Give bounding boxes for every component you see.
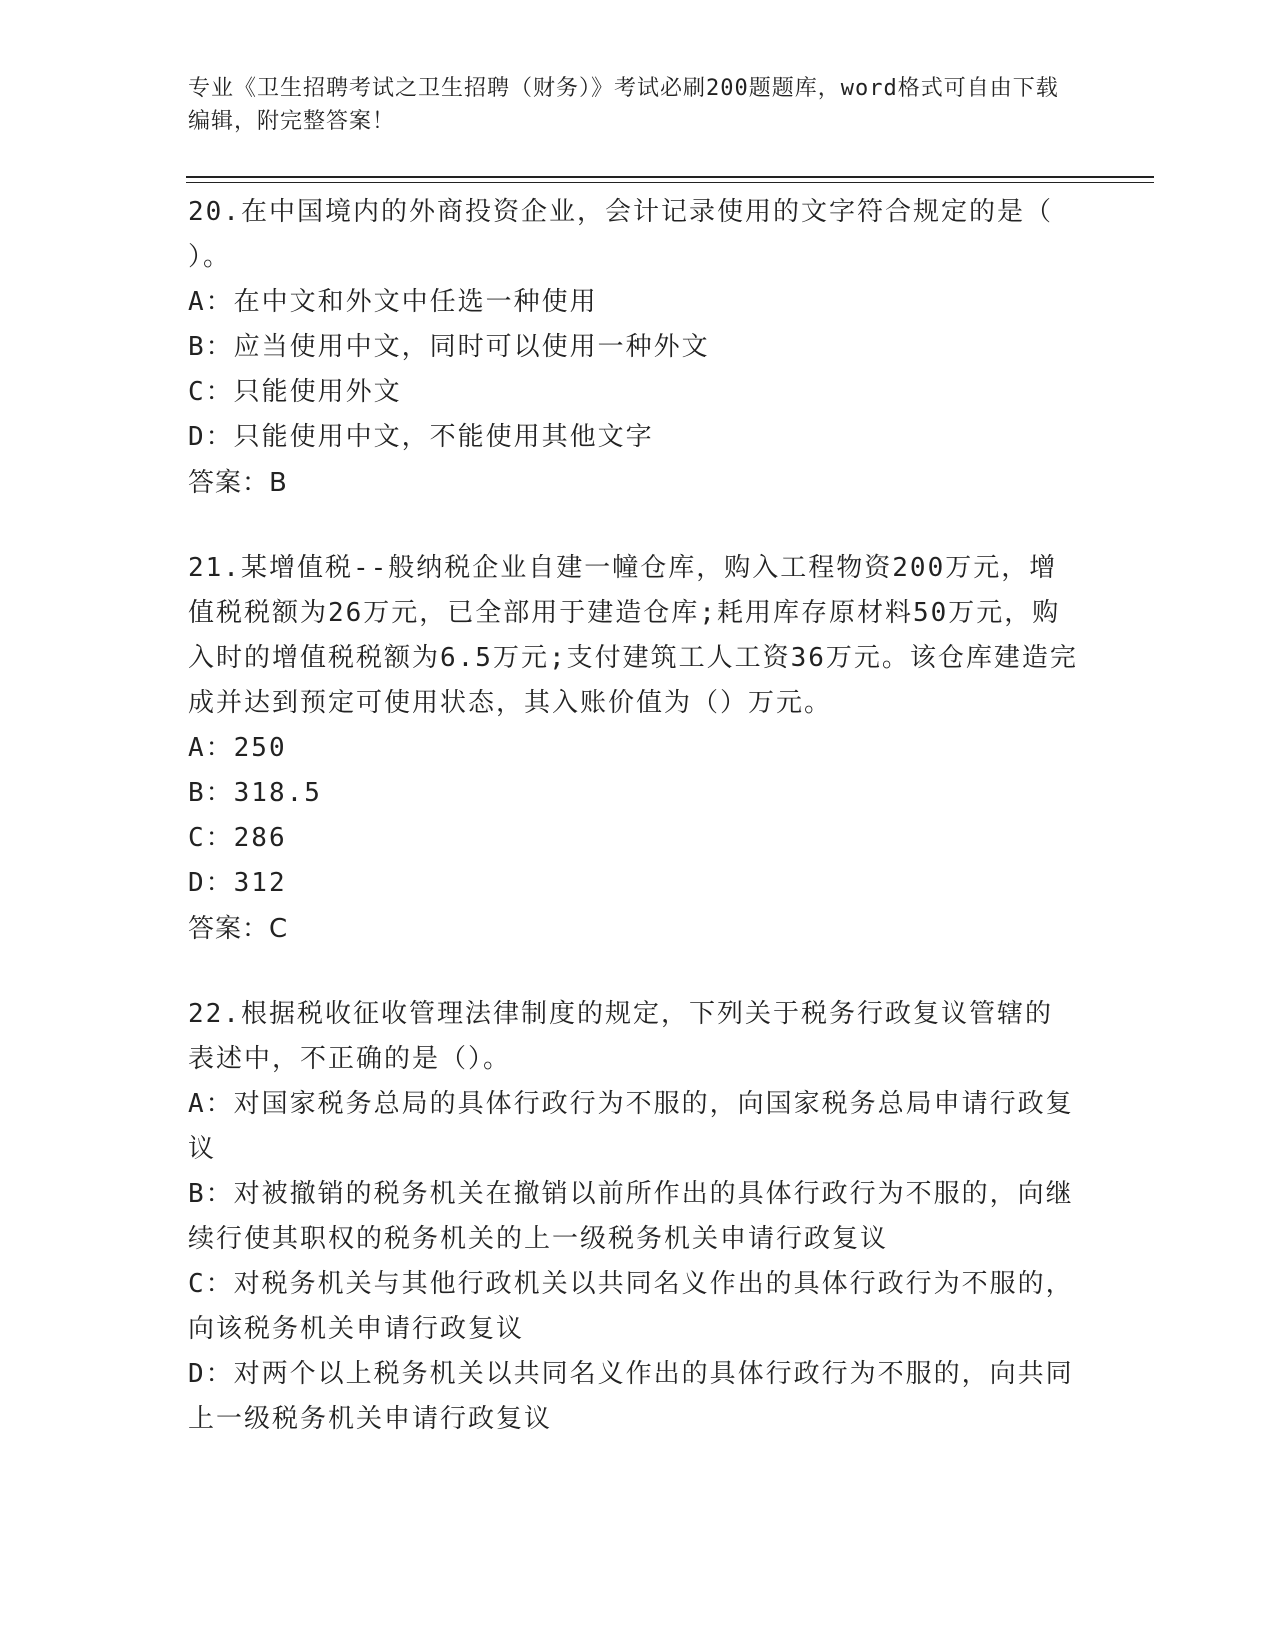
question-stem: 21.某增值税--般纳税企业自建一幢仓库，购入工程物资200万元，增值税税额为26万元，已全部用于建造仓库;耗用库存原材料50万元，购入时的增值税税额为6.5万元;支付建筑工人工资36万元。该仓库建造完成并达到预定可使用状态，其入账价值为（）万元。 bbox=[188, 553, 1078, 718]
option-a: A：250 bbox=[188, 733, 287, 763]
option-c: C：只能使用外文 bbox=[188, 377, 402, 407]
answer: 答案：B bbox=[188, 468, 288, 498]
question-stem: 22.根据税收征收管理法律制度的规定，下列关于税务行政复议管辖的表述中，不正确的是（）。 bbox=[188, 999, 1053, 1074]
option-a: A：对国家税务总局的具体行政行为不服的，向国家税务总局申请行政复议 bbox=[188, 1089, 1074, 1164]
question-20 bbox=[188, 190, 1078, 506]
option-a: A：在中文和外文中任选一种使用 bbox=[188, 287, 598, 317]
questions-content bbox=[188, 190, 1078, 1442]
option-b: B：318.5 bbox=[188, 778, 322, 808]
option-d: D：只能使用中文，不能使用其他文字 bbox=[188, 422, 654, 452]
header-rule-thin bbox=[186, 182, 1154, 183]
question-22 bbox=[188, 992, 1078, 1442]
option-b: B：应当使用中文，同时可以使用一种外文 bbox=[188, 332, 710, 362]
question-21 bbox=[188, 546, 1078, 952]
option-b: B：对被撤销的税务机关在撤销以前所作出的具体行政行为不服的，向继续行使其职权的税务机关的上一级税务机关申请行政复议 bbox=[188, 1179, 1074, 1254]
option-c: C：286 bbox=[188, 823, 287, 853]
document-header: 专业《卫生招聘考试之卫生招聘（财务）》考试必刷200题题库，word格式可自由下载编辑，附完整答案！ bbox=[188, 76, 1059, 134]
option-d: D：对两个以上税务机关以共同名义作出的具体行政行为不服的，向共同上一级税务机关申请行政复议 bbox=[188, 1359, 1074, 1434]
answer: 答案：C bbox=[188, 914, 289, 944]
option-d: D：312 bbox=[188, 868, 287, 898]
option-c: C：对税务机关与其他行政机关以共同名义作出的具体行政行为不服的，向该税务机关申请行政复议 bbox=[188, 1269, 1074, 1344]
question-stem: 20.在中国境内的外商投资企业，会计记录使用的文字符合规定的是（ ）。 bbox=[188, 197, 1053, 272]
header-rule-thick bbox=[186, 176, 1154, 178]
